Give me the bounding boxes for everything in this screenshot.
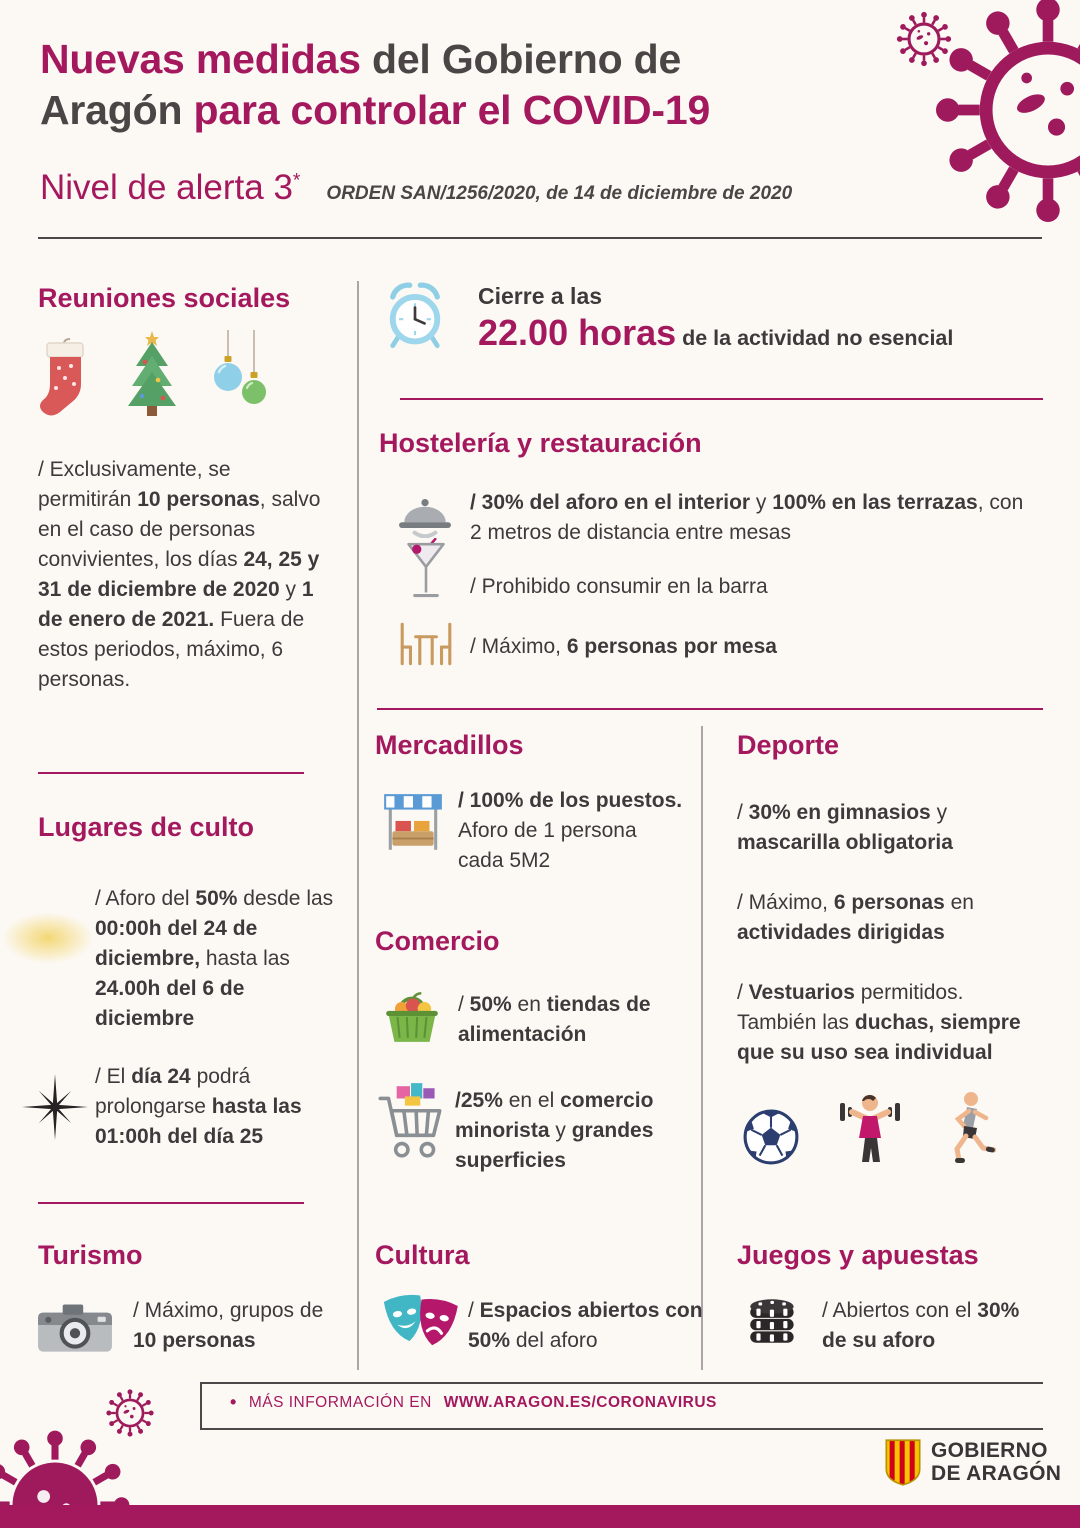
serving-cloche-icon xyxy=(398,490,452,538)
grocery-basket-icon xyxy=(382,986,442,1046)
closure-intro: Cierre a las xyxy=(478,283,603,309)
running-icon xyxy=(940,1090,996,1166)
hosteleria-item-mesa: / Máximo, 6 personas por mesa xyxy=(470,635,777,658)
gobierno-aragon-logo xyxy=(884,1438,1061,1487)
left-divider-2 xyxy=(38,1202,304,1204)
deporte-item-dirigidas: / Máximo, 6 personas en actividades dirigidas xyxy=(737,891,974,945)
footer-bracket-bottom xyxy=(200,1428,1043,1430)
bullet-point: • xyxy=(230,1392,237,1412)
section-title-turismo: Turismo xyxy=(38,1240,143,1270)
info-url-link[interactable]: WWW.ARAGON.ES/CORONAVIRUS xyxy=(443,1393,717,1411)
shopping-cart-icon xyxy=(376,1078,444,1164)
alarm-clock-icon xyxy=(383,281,447,351)
table-chairs-icon xyxy=(396,620,456,668)
logo-text xyxy=(931,1440,1061,1485)
title-line-1: Nuevas medidas del Gobierno de xyxy=(40,36,682,82)
vertical-divider-1 xyxy=(357,281,359,1370)
christmas-ornaments-icon xyxy=(210,330,270,422)
section-title-cultura: Cultura xyxy=(375,1240,470,1270)
alert-level: Nivel de alerta 3* xyxy=(40,168,301,207)
header-divider xyxy=(38,237,1042,239)
christmas-stocking-icon xyxy=(38,338,94,422)
closure-divider xyxy=(400,398,1043,400)
section-title-deporte: Deporte xyxy=(737,730,840,760)
page-title xyxy=(40,34,870,136)
hosteleria-item-barra: / Prohibido consumir en la barra xyxy=(470,575,768,598)
comercio-item-minorista: /25% en el comercio minorista y grandes superficies xyxy=(455,1089,654,1173)
section-title-mercadillos: Mercadillos xyxy=(375,730,524,760)
comercio-item-alimentacion: / 50% en tiendas de alimentación xyxy=(458,993,651,1047)
hosteleria-item-aforo: / 30% del aforo en el interior y 100% en las terrazas, con 2 metros de distancia entre mesas xyxy=(470,491,1024,545)
more-info xyxy=(230,1392,717,1413)
poker-chips-icon xyxy=(744,1290,804,1352)
christmas-tree-icon xyxy=(120,330,184,422)
theater-masks-icon xyxy=(380,1290,462,1360)
deporte-item-gimnasios: / 30% en gimnasios y mascarilla obligatoria xyxy=(737,801,953,855)
market-stall-icon xyxy=(383,790,443,856)
reuniones-text: / Exclusivamente, se permitirán 10 personas, salvo en el caso de personas convivientes, los días 24, 25 y 31 de diciembre de 2020 y 1 de enero de 2021. Fuera de estos periodos, máximo, 6 personas. xyxy=(38,458,321,692)
culto-item-dia24: / El día 24 podrá prolongarse hasta las 01:00h del día 25 xyxy=(95,1065,302,1149)
closure-rest: de la actividad no esencial xyxy=(676,326,954,350)
mercadillos-text: / 100% de los puestos. Aforo de 1 persona cada 5M2 xyxy=(458,789,683,873)
christmas-icons xyxy=(38,330,270,422)
candle-glow-icon xyxy=(2,912,94,964)
cultura-text: / Espacios abiertos con 50% del aforo xyxy=(468,1299,703,1353)
closure-banner xyxy=(478,283,953,354)
turismo-text: / Máximo, grupos de 10 personas xyxy=(133,1299,324,1353)
star-icon xyxy=(22,1074,88,1140)
closure-time: 22.00 horas xyxy=(478,312,677,353)
section-title-culto: Lugares de culto xyxy=(38,812,255,842)
section-title-reuniones: Reuniones sociales xyxy=(38,283,291,313)
weightlifting-icon xyxy=(838,1090,902,1166)
deporte-item-vestuarios: / Vestuarios permitidos. También las duchas, siempre que su uso sea individual xyxy=(737,981,1021,1065)
alert-row xyxy=(40,168,792,208)
title-line-2: Aragón para controlar el COVID-19 xyxy=(40,86,711,133)
mid-divider xyxy=(377,708,1043,710)
culto-item-aforo: / Aforo del 50% desde las 00:00h del 24 de diciembre, hasta las 24.00h del 6 de diciembre xyxy=(95,887,334,1031)
soccer-ball-icon xyxy=(742,1108,800,1166)
logo-line-1: GOBIERNO xyxy=(931,1439,1048,1463)
aragon-shield-icon xyxy=(884,1438,922,1487)
juegos-text: / Abiertos con el 30% de su aforo xyxy=(822,1299,1020,1353)
cocktail-icon xyxy=(402,538,450,612)
section-title-comercio: Comercio xyxy=(375,926,500,956)
virus-icon xyxy=(920,0,1080,238)
section-title-hosteleria: Hostelería y restauración xyxy=(379,428,702,458)
section-title-juegos: Juegos y apuestas xyxy=(737,1240,979,1270)
vertical-divider-2 xyxy=(701,726,703,1370)
more-info-label: MÁS INFORMACIÓN EN xyxy=(248,1393,432,1411)
sports-icons xyxy=(742,1090,996,1166)
order-reference: ORDEN SAN/1256/2020, de 14 de diciembre de 2020 xyxy=(326,183,793,204)
logo-line-2: DE ARAGÓN xyxy=(931,1461,1062,1485)
camera-icon xyxy=(36,1296,114,1354)
bottom-bar xyxy=(0,1505,1080,1528)
footer-bracket-top xyxy=(200,1382,1043,1384)
left-divider-1 xyxy=(38,772,304,774)
footer-bracket-left xyxy=(200,1382,202,1430)
closure-detail xyxy=(478,312,953,354)
